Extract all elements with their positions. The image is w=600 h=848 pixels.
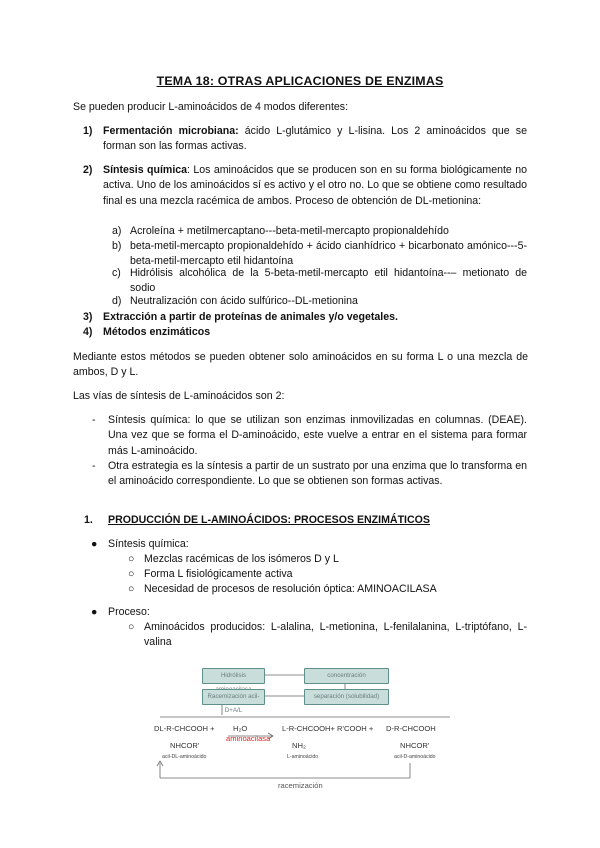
bullet-dot: ●	[91, 538, 98, 550]
label-mid: L-aminoácido	[287, 754, 319, 760]
label-left: acil-DL-aminoácido	[162, 754, 207, 760]
mode-item	[83, 310, 92, 325]
via-item: Otra estrategia es la síntesis a partir de un sustrato por una enzima que lo transforma en el aminoácido correspondiente. Lo que se obtienen son formas activas.	[108, 460, 527, 488]
bullet-label: Proceso:	[108, 606, 150, 618]
nh2-mid: NH₂	[292, 741, 306, 750]
mode-text	[103, 163, 527, 209]
step-d-text: Neutralización con ácido sulfúrico--DL-metionina	[130, 295, 358, 307]
enzyme-label: aminoacilasa	[226, 734, 271, 743]
step-c-text: Hidrólisis alcohólica de la 5-beta-metil-mercapto etil hidantoína--– metionato de sodio	[130, 267, 527, 295]
mode-number: 2)	[83, 164, 93, 176]
page-title: TEMA 18: OTRAS APLICACIONES DE ENZIMAS	[156, 74, 444, 88]
label-right: acil-D-aminoácido	[394, 754, 436, 760]
step-b-text: beta-metil-mercapto propionaldehído + ácido cianhídrico + bicarbonato amónico---5-beta-metil-mercapto etil hidantoína	[130, 240, 527, 268]
mode-text: Métodos enzimáticos	[103, 326, 211, 338]
sub-bullet-text: Mezclas racémicas de los isómeros D y L	[144, 553, 339, 565]
step-c: c)	[112, 267, 121, 279]
box-hidrolisis: Hidrólisis	[202, 668, 265, 684]
step-b: b)	[112, 240, 122, 252]
mode-item	[83, 163, 92, 178]
mode-text	[103, 124, 527, 155]
process-diagram	[140, 655, 470, 795]
via-dash: -	[92, 460, 96, 472]
mode-desc: : Los aminoácidos que se producen son en su forma biológicamente no activa. Uno de los aminoácidos sí es activo y el otro no. Lo que se obtiene como resultado final es una mezcla racémica de ambos. Proceso de obtención de DL-metionina:	[103, 164, 527, 207]
step-a: a)	[112, 225, 122, 237]
mode-label: Fermentación microbiana:	[103, 125, 239, 137]
step-a-text: Acroleína + metilmercaptano---beta-metil-mercapto propionaldehído	[130, 225, 449, 237]
mode-item	[83, 325, 92, 340]
mode-text: Extracción a partir de proteínas de animales y/o vegetales.	[103, 311, 398, 323]
sub-bullet-text: Forma L fisiológicamente activa	[144, 568, 293, 580]
sub-bullet: ○	[128, 583, 135, 595]
sub-bullet: ○	[128, 621, 135, 633]
mode-label: Síntesis química	[103, 164, 188, 176]
box-racemizacion: Racemización acil-D+A/L	[202, 689, 265, 705]
via-item: Síntesis química: lo que se utilizan son enzimas inmovilizadas en columnas. (DEAE). Una vez que se forma el D-aminoácido, este vuelve a entrar en el sistema para formar más L-aminoácido.	[108, 414, 527, 457]
intro-text: Se pueden producir L-aminoácidos de 4 modos diferentes:	[73, 101, 349, 113]
nhcor-right: NHCOR'	[400, 741, 430, 750]
bullet-label: Síntesis química:	[108, 538, 189, 550]
mode-item	[83, 124, 92, 139]
via-dash: -	[92, 414, 96, 426]
eq-right: D-R-CHCOOH	[386, 724, 436, 733]
sub-bullet: ○	[128, 568, 135, 580]
eq-left: DL-R-CHCOOH +	[154, 724, 215, 733]
paragraph-enzimaticos: Mediante estos métodos se pueden obtener solo aminoácidos en su forma L o una mezcla de ambos, D y L.	[73, 351, 528, 379]
mode-number: 3)	[83, 311, 93, 323]
mode-number: 4)	[83, 326, 93, 338]
box-concentracion: concentración	[304, 668, 389, 684]
step-d: d)	[112, 295, 122, 307]
mode-number: 1)	[83, 125, 93, 137]
eq-middle: L-R-CHCOOH+ R'COOH +	[282, 724, 374, 733]
box-separacion: separación (solubilidad)	[304, 689, 389, 705]
section-number: 1.	[84, 514, 93, 526]
eq-water: H₂O	[233, 724, 248, 733]
vias-intro: Las vías de síntesis de L-aminoácidos son 2:	[73, 390, 285, 402]
sub-bullet-text: Aminoácidos producidos: L-alalina, L-metionina, L-fenilalanina, L-triptófano, L-valina	[144, 621, 527, 649]
mode-desc: ácido L-glutámico y L-lisina. Los 2 aminoácidos que se forman son las formas activas.	[103, 125, 528, 153]
sub-bullet: ○	[128, 553, 135, 565]
section-heading: PRODUCCIÓN DE L-AMINOÁCIDOS: PROCESOS ENZIMÁTICOS	[108, 514, 430, 526]
racemizacion-label: racemización	[278, 781, 323, 790]
nhcor-left: NHCOR'	[170, 741, 200, 750]
sub-bullet-text: Necesidad de procesos de resolución óptica: AMINOACILASA	[144, 583, 437, 595]
bullet-dot: ●	[91, 606, 98, 618]
